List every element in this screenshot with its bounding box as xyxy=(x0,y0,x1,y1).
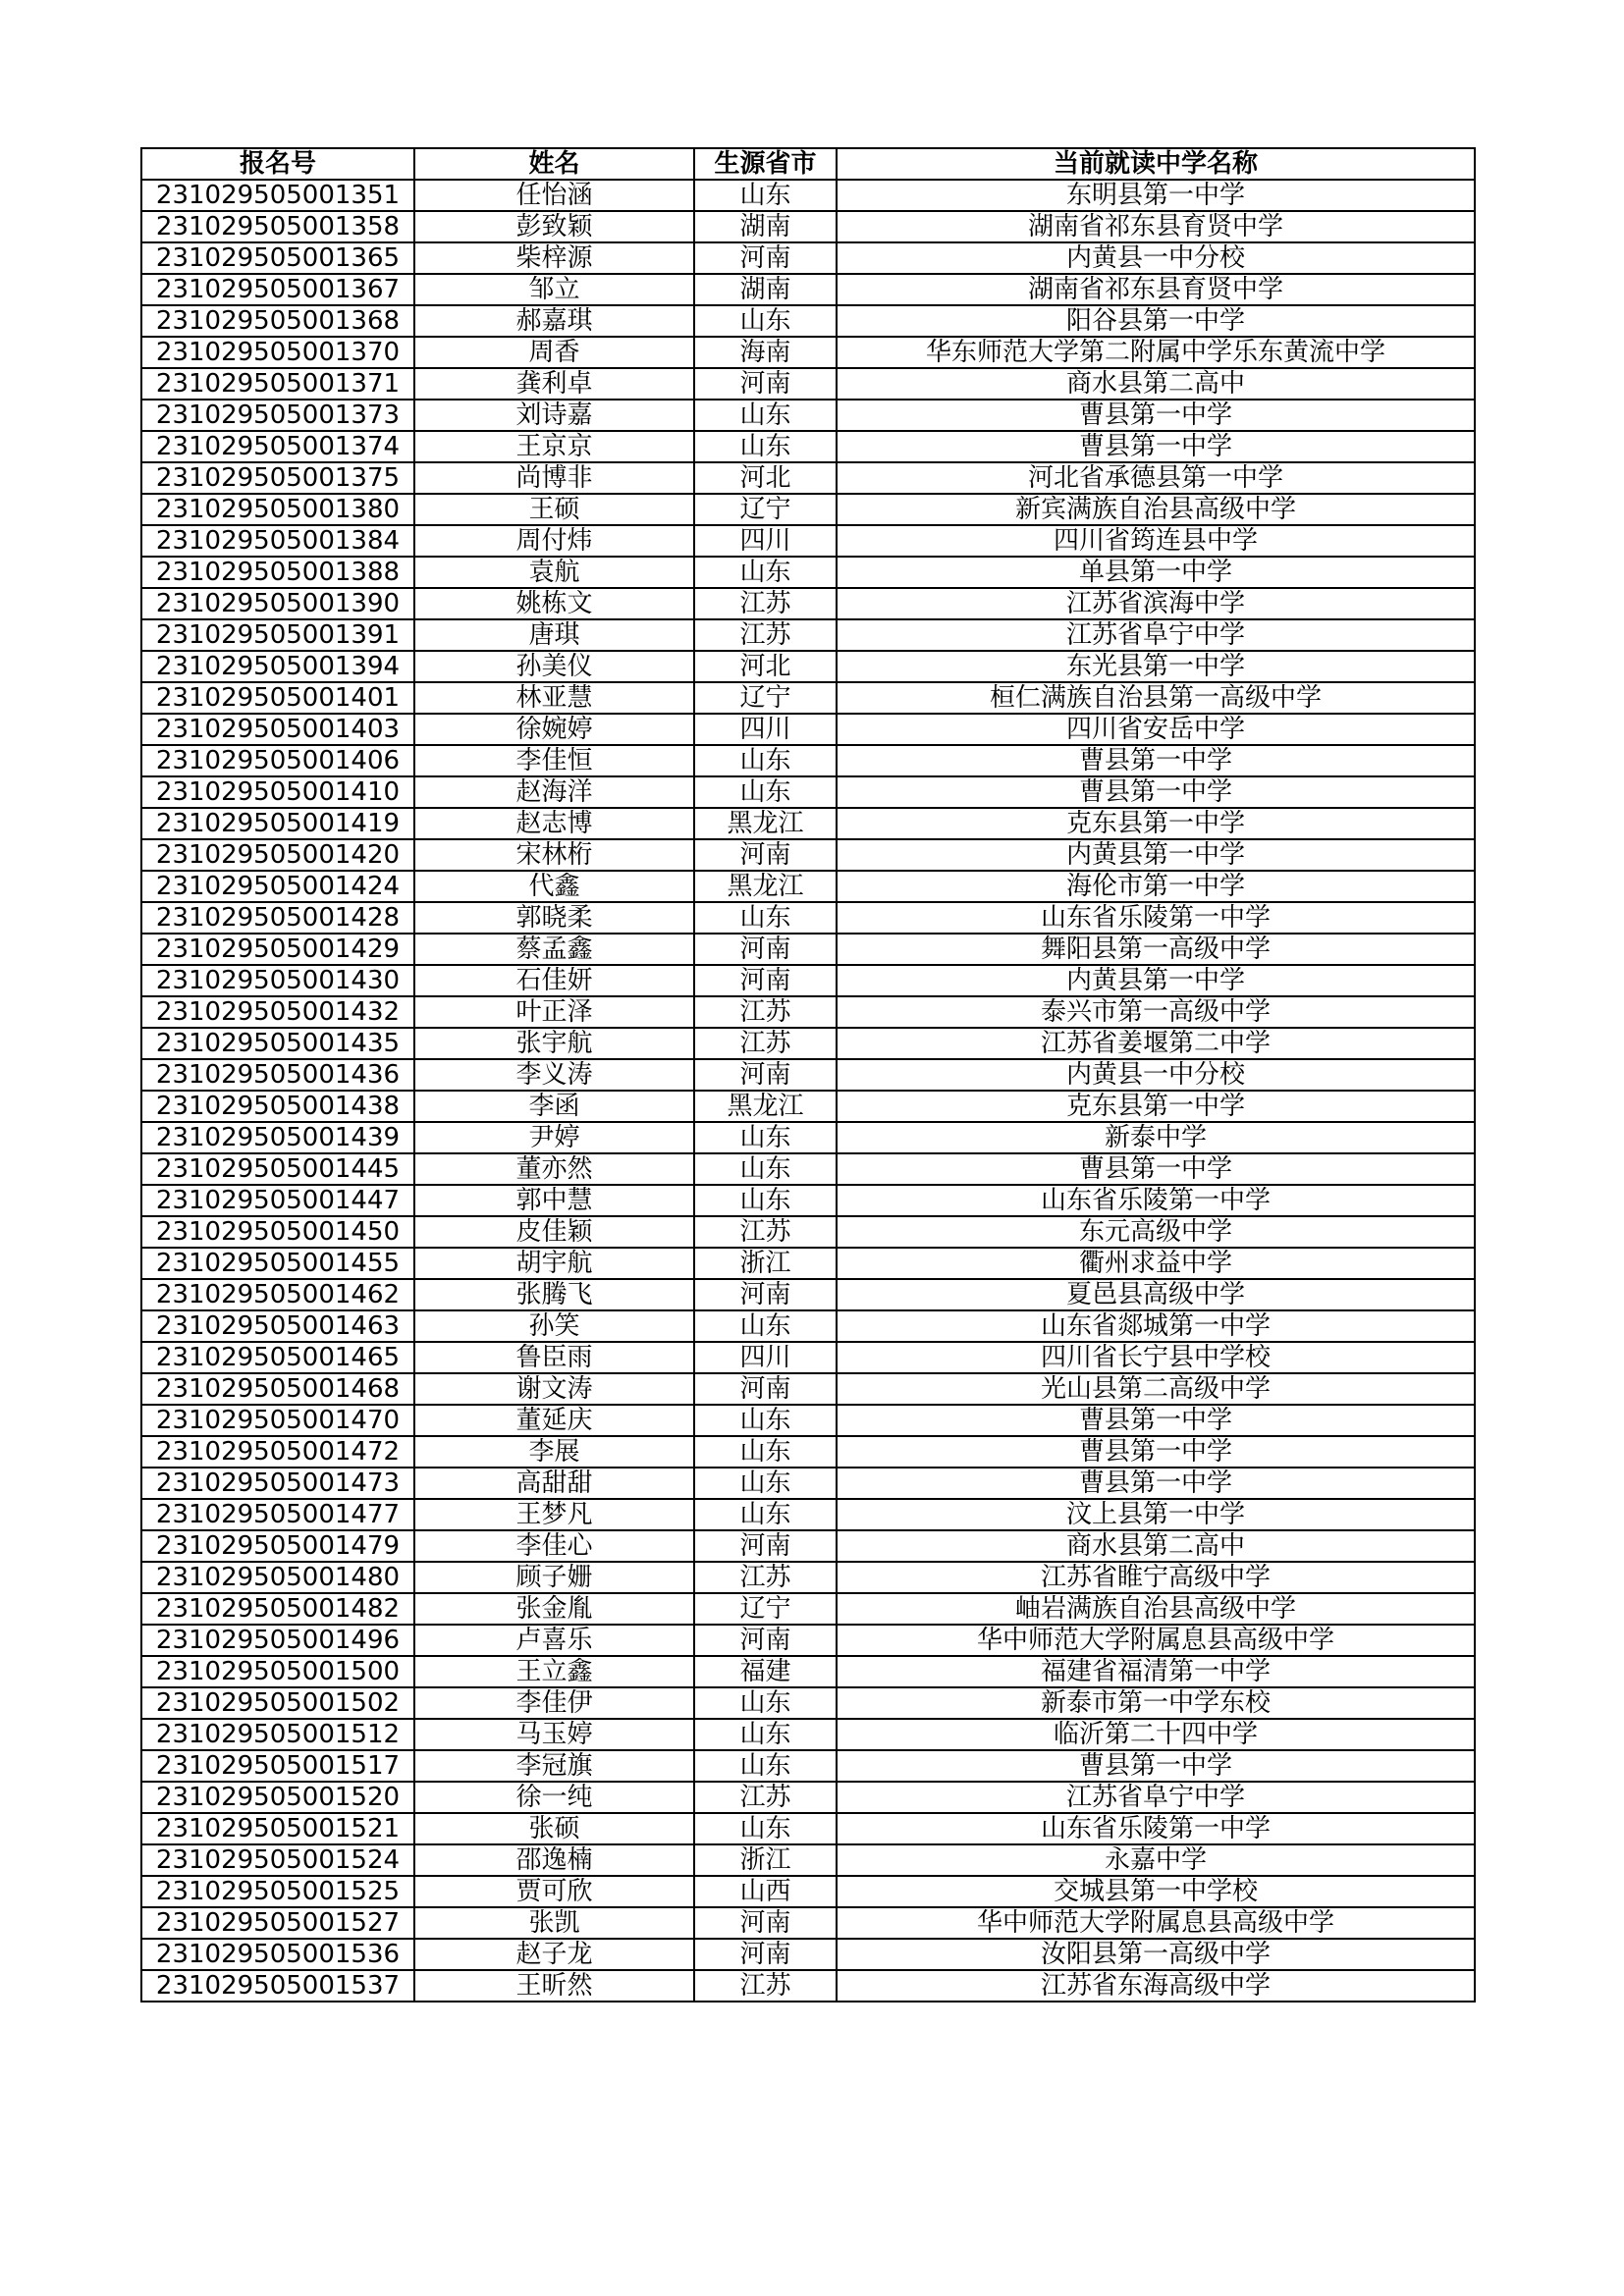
table-row xyxy=(141,1876,1475,1907)
cell-school: 内黄县一中分校 xyxy=(837,1059,1475,1091)
cell-province: 山东 xyxy=(694,1687,837,1719)
table-row xyxy=(141,337,1475,368)
cell-province: 江苏 xyxy=(694,619,837,651)
cell-name: 赵子龙 xyxy=(414,1939,694,1970)
cell-registration-number: 231029505001394 xyxy=(141,651,414,682)
cell-name: 李佳恒 xyxy=(414,745,694,776)
cell-province: 江苏 xyxy=(694,1028,837,1059)
cell-province: 江苏 xyxy=(694,1970,837,2002)
table-row xyxy=(141,1028,1475,1059)
cell-school: 湖南省祁东县育贤中学 xyxy=(837,274,1475,305)
cell-province: 山东 xyxy=(694,745,837,776)
cell-province: 山东 xyxy=(694,1153,837,1185)
cell-registration-number: 231029505001424 xyxy=(141,871,414,902)
cell-school: 福建省福清第一中学 xyxy=(837,1656,1475,1687)
cell-registration-number: 231029505001477 xyxy=(141,1499,414,1530)
cell-province: 山东 xyxy=(694,1499,837,1530)
cell-registration-number: 231029505001371 xyxy=(141,368,414,400)
table-row xyxy=(141,368,1475,400)
cell-name: 代鑫 xyxy=(414,871,694,902)
cell-province: 山东 xyxy=(694,400,837,431)
cell-registration-number: 231029505001439 xyxy=(141,1122,414,1153)
cell-school: 汶上县第一中学 xyxy=(837,1499,1475,1530)
cell-name: 董延庆 xyxy=(414,1405,694,1436)
cell-name: 柴梓源 xyxy=(414,242,694,274)
cell-name: 张硕 xyxy=(414,1813,694,1844)
cell-registration-number: 231029505001479 xyxy=(141,1530,414,1562)
cell-name: 张金胤 xyxy=(414,1593,694,1625)
cell-name: 彭致颖 xyxy=(414,211,694,242)
admission-list-table xyxy=(140,147,1476,2002)
cell-province: 河南 xyxy=(694,368,837,400)
cell-province: 湖南 xyxy=(694,211,837,242)
table-row xyxy=(141,242,1475,274)
cell-name: 李展 xyxy=(414,1436,694,1468)
table-row xyxy=(141,1656,1475,1687)
cell-school: 曹县第一中学 xyxy=(837,400,1475,431)
cell-province: 河南 xyxy=(694,1530,837,1562)
table-row xyxy=(141,1091,1475,1122)
table-row xyxy=(141,871,1475,902)
cell-name: 张宇航 xyxy=(414,1028,694,1059)
cell-school: 湖南省祁东县育贤中学 xyxy=(837,211,1475,242)
cell-registration-number: 231029505001502 xyxy=(141,1687,414,1719)
cell-school: 桓仁满族自治县第一高级中学 xyxy=(837,682,1475,714)
cell-province: 山东 xyxy=(694,1750,837,1782)
cell-province: 四川 xyxy=(694,525,837,557)
cell-name: 姚栋文 xyxy=(414,588,694,619)
cell-school: 江苏省滨海中学 xyxy=(837,588,1475,619)
cell-province: 山东 xyxy=(694,1310,837,1342)
cell-name: 王梦凡 xyxy=(414,1499,694,1530)
cell-province: 河南 xyxy=(694,1059,837,1091)
cell-registration-number: 231029505001367 xyxy=(141,274,414,305)
cell-name: 徐婉婷 xyxy=(414,714,694,745)
cell-name: 赵海洋 xyxy=(414,776,694,808)
cell-province: 江苏 xyxy=(694,996,837,1028)
cell-registration-number: 231029505001429 xyxy=(141,934,414,965)
cell-province: 福建 xyxy=(694,1656,837,1687)
header-name: 姓名 xyxy=(414,148,694,180)
cell-registration-number: 231029505001365 xyxy=(141,242,414,274)
cell-school: 山东省乐陵第一中学 xyxy=(837,1185,1475,1216)
header-registration-number: 报名号 xyxy=(141,148,414,180)
cell-name: 叶正泽 xyxy=(414,996,694,1028)
cell-province: 江苏 xyxy=(694,1216,837,1248)
cell-school: 新宾满族自治县高级中学 xyxy=(837,494,1475,525)
cell-registration-number: 231029505001410 xyxy=(141,776,414,808)
cell-registration-number: 231029505001403 xyxy=(141,714,414,745)
cell-name: 任怡涵 xyxy=(414,180,694,211)
cell-school: 曹县第一中学 xyxy=(837,1405,1475,1436)
cell-registration-number: 231029505001384 xyxy=(141,525,414,557)
table-row xyxy=(141,1687,1475,1719)
cell-name: 赵志博 xyxy=(414,808,694,839)
table-row xyxy=(141,1719,1475,1750)
cell-name: 马玉婷 xyxy=(414,1719,694,1750)
cell-registration-number: 231029505001521 xyxy=(141,1813,414,1844)
cell-name: 王京京 xyxy=(414,431,694,462)
cell-school: 华中师范大学附属息县高级中学 xyxy=(837,1907,1475,1939)
cell-name: 宋林桁 xyxy=(414,839,694,871)
table-row xyxy=(141,839,1475,871)
cell-province: 山东 xyxy=(694,431,837,462)
cell-province: 浙江 xyxy=(694,1844,837,1876)
table-row xyxy=(141,1279,1475,1310)
cell-school: 内黄县第一中学 xyxy=(837,965,1475,996)
cell-school: 泰兴市第一高级中学 xyxy=(837,996,1475,1028)
table-row xyxy=(141,1750,1475,1782)
cell-registration-number: 231029505001430 xyxy=(141,965,414,996)
cell-school: 曹县第一中学 xyxy=(837,431,1475,462)
cell-province: 河南 xyxy=(694,1373,837,1405)
table-row xyxy=(141,211,1475,242)
cell-name: 刘诗嘉 xyxy=(414,400,694,431)
cell-school: 阳谷县第一中学 xyxy=(837,305,1475,337)
cell-school: 东光县第一中学 xyxy=(837,651,1475,682)
cell-name: 皮佳颖 xyxy=(414,1216,694,1248)
table-row xyxy=(141,1844,1475,1876)
cell-province: 山东 xyxy=(694,557,837,588)
cell-registration-number: 231029505001462 xyxy=(141,1279,414,1310)
cell-registration-number: 231029505001419 xyxy=(141,808,414,839)
table-header-row xyxy=(141,148,1475,180)
cell-school: 克东县第一中学 xyxy=(837,808,1475,839)
cell-school: 曹县第一中学 xyxy=(837,1750,1475,1782)
cell-name: 郝嘉琪 xyxy=(414,305,694,337)
cell-registration-number: 231029505001406 xyxy=(141,745,414,776)
table-row xyxy=(141,400,1475,431)
cell-name: 徐一纯 xyxy=(414,1782,694,1813)
cell-school: 光山县第二高级中学 xyxy=(837,1373,1475,1405)
cell-school: 华东师范大学第二附属中学乐东黄流中学 xyxy=(837,337,1475,368)
cell-name: 高甜甜 xyxy=(414,1468,694,1499)
cell-school: 东明县第一中学 xyxy=(837,180,1475,211)
cell-name: 李函 xyxy=(414,1091,694,1122)
cell-school: 华中师范大学附属息县高级中学 xyxy=(837,1625,1475,1656)
table-row xyxy=(141,965,1475,996)
cell-name: 尚博非 xyxy=(414,462,694,494)
table-row xyxy=(141,1216,1475,1248)
cell-name: 孙美仪 xyxy=(414,651,694,682)
cell-registration-number: 231029505001517 xyxy=(141,1750,414,1782)
cell-province: 黑龙江 xyxy=(694,808,837,839)
header-school: 当前就读中学名称 xyxy=(837,148,1475,180)
cell-registration-number: 231029505001473 xyxy=(141,1468,414,1499)
cell-registration-number: 231029505001388 xyxy=(141,557,414,588)
cell-name: 李佳伊 xyxy=(414,1687,694,1719)
cell-province: 山西 xyxy=(694,1876,837,1907)
cell-school: 商水县第二高中 xyxy=(837,368,1475,400)
table-row xyxy=(141,714,1475,745)
cell-registration-number: 231029505001465 xyxy=(141,1342,414,1373)
cell-province: 山东 xyxy=(694,902,837,934)
cell-registration-number: 231029505001537 xyxy=(141,1970,414,2002)
cell-registration-number: 231029505001468 xyxy=(141,1373,414,1405)
cell-province: 山东 xyxy=(694,776,837,808)
cell-name: 李冠旗 xyxy=(414,1750,694,1782)
cell-province: 山东 xyxy=(694,1468,837,1499)
cell-school: 四川省筠连县中学 xyxy=(837,525,1475,557)
cell-province: 黑龙江 xyxy=(694,871,837,902)
cell-school: 曹县第一中学 xyxy=(837,1153,1475,1185)
table-row xyxy=(141,1813,1475,1844)
cell-school: 江苏省阜宁中学 xyxy=(837,1782,1475,1813)
cell-registration-number: 231029505001450 xyxy=(141,1216,414,1248)
table-row xyxy=(141,619,1475,651)
cell-province: 江苏 xyxy=(694,588,837,619)
cell-school: 夏邑县高级中学 xyxy=(837,1279,1475,1310)
cell-province: 河南 xyxy=(694,242,837,274)
cell-school: 内黄县一中分校 xyxy=(837,242,1475,274)
cell-registration-number: 231029505001500 xyxy=(141,1656,414,1687)
table-row xyxy=(141,1122,1475,1153)
table-row xyxy=(141,1939,1475,1970)
cell-registration-number: 231029505001470 xyxy=(141,1405,414,1436)
cell-province: 山东 xyxy=(694,1405,837,1436)
cell-name: 蔡孟鑫 xyxy=(414,934,694,965)
cell-name: 王硕 xyxy=(414,494,694,525)
cell-school: 曹县第一中学 xyxy=(837,1436,1475,1468)
cell-name: 张腾飞 xyxy=(414,1279,694,1310)
cell-registration-number: 231029505001496 xyxy=(141,1625,414,1656)
table-row xyxy=(141,557,1475,588)
cell-name: 尹婷 xyxy=(414,1122,694,1153)
cell-school: 岫岩满族自治县高级中学 xyxy=(837,1593,1475,1625)
cell-province: 河南 xyxy=(694,965,837,996)
cell-school: 永嘉中学 xyxy=(837,1844,1475,1876)
cell-name: 李义涛 xyxy=(414,1059,694,1091)
cell-province: 湖南 xyxy=(694,274,837,305)
cell-name: 王立鑫 xyxy=(414,1656,694,1687)
cell-school: 江苏省睢宁高级中学 xyxy=(837,1562,1475,1593)
table-row xyxy=(141,1970,1475,2002)
cell-name: 郭晓柔 xyxy=(414,902,694,934)
cell-registration-number: 231029505001436 xyxy=(141,1059,414,1091)
cell-province: 浙江 xyxy=(694,1248,837,1279)
cell-province: 河北 xyxy=(694,462,837,494)
table-row xyxy=(141,431,1475,462)
cell-province: 江苏 xyxy=(694,1562,837,1593)
table-row xyxy=(141,1405,1475,1436)
cell-registration-number: 231029505001420 xyxy=(141,839,414,871)
table-row xyxy=(141,462,1475,494)
cell-province: 河南 xyxy=(694,934,837,965)
cell-school: 汝阳县第一高级中学 xyxy=(837,1939,1475,1970)
cell-school: 河北省承德县第一中学 xyxy=(837,462,1475,494)
cell-name: 郭中慧 xyxy=(414,1185,694,1216)
cell-school: 曹县第一中学 xyxy=(837,745,1475,776)
table-row xyxy=(141,1499,1475,1530)
table-row xyxy=(141,494,1475,525)
cell-province: 河南 xyxy=(694,1279,837,1310)
table-row xyxy=(141,1310,1475,1342)
cell-school: 临沂第二十四中学 xyxy=(837,1719,1475,1750)
cell-province: 河南 xyxy=(694,839,837,871)
table-row xyxy=(141,1907,1475,1939)
cell-school: 交城县第一中学校 xyxy=(837,1876,1475,1907)
table-row xyxy=(141,1530,1475,1562)
cell-registration-number: 231029505001391 xyxy=(141,619,414,651)
cell-registration-number: 231029505001380 xyxy=(141,494,414,525)
table-row xyxy=(141,1059,1475,1091)
cell-school: 克东县第一中学 xyxy=(837,1091,1475,1122)
cell-school: 四川省安岳中学 xyxy=(837,714,1475,745)
table-row xyxy=(141,996,1475,1028)
cell-province: 河南 xyxy=(694,1625,837,1656)
cell-name: 孙笑 xyxy=(414,1310,694,1342)
cell-registration-number: 231029505001373 xyxy=(141,400,414,431)
cell-name: 周香 xyxy=(414,337,694,368)
cell-school: 内黄县第一中学 xyxy=(837,839,1475,871)
header-province: 生源省市 xyxy=(694,148,837,180)
cell-registration-number: 231029505001480 xyxy=(141,1562,414,1593)
table-row xyxy=(141,1593,1475,1625)
cell-school: 舞阳县第一高级中学 xyxy=(837,934,1475,965)
table-row xyxy=(141,588,1475,619)
cell-school: 江苏省阜宁中学 xyxy=(837,619,1475,651)
cell-school: 衢州求益中学 xyxy=(837,1248,1475,1279)
cell-registration-number: 231029505001463 xyxy=(141,1310,414,1342)
cell-name: 卢喜乐 xyxy=(414,1625,694,1656)
cell-name: 胡宇航 xyxy=(414,1248,694,1279)
cell-name: 邹立 xyxy=(414,274,694,305)
table-body xyxy=(141,180,1475,2002)
cell-registration-number: 231029505001445 xyxy=(141,1153,414,1185)
cell-province: 山东 xyxy=(694,1813,837,1844)
cell-registration-number: 231029505001432 xyxy=(141,996,414,1028)
cell-name: 李佳心 xyxy=(414,1530,694,1562)
cell-registration-number: 231029505001438 xyxy=(141,1091,414,1122)
cell-province: 辽宁 xyxy=(694,1593,837,1625)
cell-name: 石佳妍 xyxy=(414,965,694,996)
cell-school: 新泰中学 xyxy=(837,1122,1475,1153)
table-row xyxy=(141,274,1475,305)
cell-registration-number: 231029505001525 xyxy=(141,1876,414,1907)
cell-province: 海南 xyxy=(694,337,837,368)
cell-registration-number: 231029505001374 xyxy=(141,431,414,462)
cell-name: 顾子姗 xyxy=(414,1562,694,1593)
table-row xyxy=(141,180,1475,211)
table-row xyxy=(141,1782,1475,1813)
cell-name: 谢文涛 xyxy=(414,1373,694,1405)
cell-province: 河北 xyxy=(694,651,837,682)
cell-name: 张凯 xyxy=(414,1907,694,1939)
table-row xyxy=(141,1185,1475,1216)
table-row xyxy=(141,1342,1475,1373)
cell-province: 河南 xyxy=(694,1907,837,1939)
cell-registration-number: 231029505001447 xyxy=(141,1185,414,1216)
cell-province: 山东 xyxy=(694,1436,837,1468)
cell-province: 山东 xyxy=(694,1719,837,1750)
cell-registration-number: 231029505001524 xyxy=(141,1844,414,1876)
cell-name: 董亦然 xyxy=(414,1153,694,1185)
cell-school: 曹县第一中学 xyxy=(837,776,1475,808)
cell-registration-number: 231029505001390 xyxy=(141,588,414,619)
cell-school: 山东省乐陵第一中学 xyxy=(837,1813,1475,1844)
cell-province: 河南 xyxy=(694,1939,837,1970)
cell-province: 辽宁 xyxy=(694,494,837,525)
table-row xyxy=(141,305,1475,337)
table-row xyxy=(141,902,1475,934)
cell-school: 新泰市第一中学东校 xyxy=(837,1687,1475,1719)
cell-name: 周付炜 xyxy=(414,525,694,557)
cell-registration-number: 231029505001351 xyxy=(141,180,414,211)
table-row xyxy=(141,1468,1475,1499)
table-row xyxy=(141,776,1475,808)
cell-school: 东元高级中学 xyxy=(837,1216,1475,1248)
table-row xyxy=(141,1625,1475,1656)
cell-name: 林亚慧 xyxy=(414,682,694,714)
table-row xyxy=(141,525,1475,557)
cell-registration-number: 231029505001358 xyxy=(141,211,414,242)
cell-school: 山东省乐陵第一中学 xyxy=(837,902,1475,934)
cell-name: 龚利卓 xyxy=(414,368,694,400)
cell-province: 江苏 xyxy=(694,1782,837,1813)
table-row xyxy=(141,934,1475,965)
cell-registration-number: 231029505001368 xyxy=(141,305,414,337)
cell-registration-number: 231029505001435 xyxy=(141,1028,414,1059)
cell-registration-number: 231029505001472 xyxy=(141,1436,414,1468)
cell-name: 鲁臣雨 xyxy=(414,1342,694,1373)
cell-name: 唐琪 xyxy=(414,619,694,651)
cell-school: 江苏省东海高级中学 xyxy=(837,1970,1475,2002)
cell-province: 四川 xyxy=(694,714,837,745)
table-row xyxy=(141,1248,1475,1279)
cell-registration-number: 231029505001482 xyxy=(141,1593,414,1625)
cell-school: 四川省长宁县中学校 xyxy=(837,1342,1475,1373)
cell-registration-number: 231029505001428 xyxy=(141,902,414,934)
cell-name: 袁航 xyxy=(414,557,694,588)
table-row xyxy=(141,745,1475,776)
cell-registration-number: 231029505001536 xyxy=(141,1939,414,1970)
cell-registration-number: 231029505001370 xyxy=(141,337,414,368)
table-row xyxy=(141,1436,1475,1468)
table-row xyxy=(141,1373,1475,1405)
table-row xyxy=(141,651,1475,682)
cell-school: 单县第一中学 xyxy=(837,557,1475,588)
table-row xyxy=(141,808,1475,839)
cell-name: 王昕然 xyxy=(414,1970,694,2002)
cell-name: 贾可欣 xyxy=(414,1876,694,1907)
cell-province: 山东 xyxy=(694,1122,837,1153)
cell-registration-number: 231029505001401 xyxy=(141,682,414,714)
cell-registration-number: 231029505001520 xyxy=(141,1782,414,1813)
cell-school: 商水县第二高中 xyxy=(837,1530,1475,1562)
cell-province: 山东 xyxy=(694,1185,837,1216)
cell-registration-number: 231029505001512 xyxy=(141,1719,414,1750)
cell-province: 山东 xyxy=(694,305,837,337)
table-row xyxy=(141,682,1475,714)
table-row xyxy=(141,1562,1475,1593)
cell-school: 海伦市第一中学 xyxy=(837,871,1475,902)
cell-registration-number: 231029505001455 xyxy=(141,1248,414,1279)
cell-province: 四川 xyxy=(694,1342,837,1373)
cell-province: 黑龙江 xyxy=(694,1091,837,1122)
cell-province: 辽宁 xyxy=(694,682,837,714)
cell-province: 山东 xyxy=(694,180,837,211)
cell-name: 邵逸楠 xyxy=(414,1844,694,1876)
table-row xyxy=(141,1153,1475,1185)
cell-school: 曹县第一中学 xyxy=(837,1468,1475,1499)
cell-school: 山东省郯城第一中学 xyxy=(837,1310,1475,1342)
cell-school: 江苏省姜堰第二中学 xyxy=(837,1028,1475,1059)
cell-registration-number: 231029505001527 xyxy=(141,1907,414,1939)
cell-registration-number: 231029505001375 xyxy=(141,462,414,494)
